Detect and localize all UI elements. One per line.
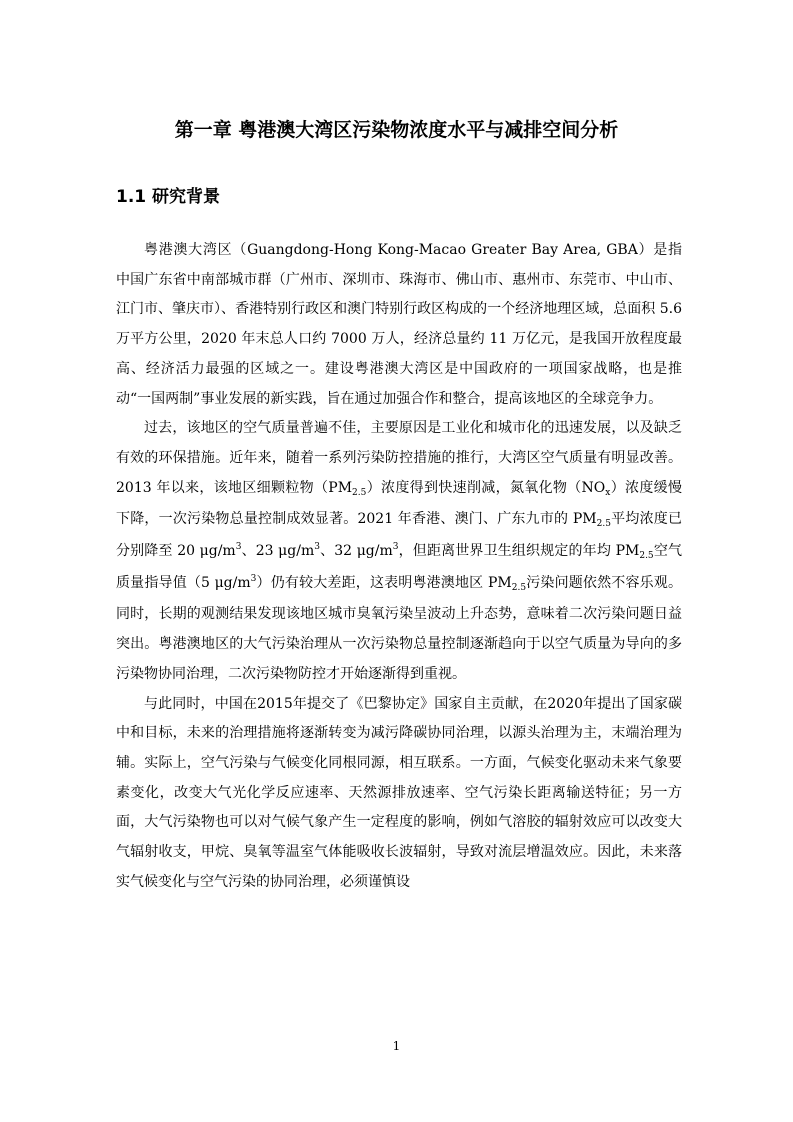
paragraph-2-text: ）浓度缓慢下降，一次污染物总量控制成效显著。2021 年香港、澳门、广东九市的 PM: [116, 479, 682, 528]
superscript: 3: [314, 542, 320, 553]
chapter-title: 第一章 粤港澳大湾区污染物浓度水平与减排空间分析: [174, 119, 619, 141]
paragraph-1: 粤港澳大湾区（Guangdong-Hong Kong-Macao Greater Bay Area, GBA）是指中国广东省中南部城市群（广州市、深圳市、珠海市、佛山市、惠州市、东莞市、中山市、江门市、肇庆市）、香港特别行政区和澳门特别行政区构成的一个经济地理区域，总面积 5.6 万平方公里，2020 年末总人口约 7000 万人，经济总量约 11 万亿元，是我国开放程度最高、经济活力最强的区域之一。建设粤港澳大湾区是中国政府的一项国家战略，也是推动“一国两制”事业发展的新实践，旨在通过加强合作和整合，提高该地区的全球竞争力。: [116, 242, 682, 407]
subscript: x: [605, 487, 611, 498]
subscript: 2.5: [596, 519, 611, 530]
paragraph-3: 与此同时，中国在2015年提交了《巴黎协定》国家自主贡献，在2020年提出了国家碳中和目标，未来的治理措施将逐渐转变为减污降碳协同治理，以源头治理为主，末端治理为辅。实际上，空气污染与气候变化同根同源，相互联系。一方面，气候变化驱动未来气象要素变化，改变大气光化学反应速率、天然源排放速率、空气污染长距离输送特征；另一方面，大气污染物也可以对气候气象产生一定程度的影响，例如气溶胶的辐射效应可以改变大气辐射收支，甲烷、臭氧等温室气体能吸收长波辐射，导致对流层增温效应。因此，未来落实气候变化与空气污染的协同治理，必须谨慎设: [116, 695, 682, 890]
superscript: 3: [250, 573, 257, 584]
subscript: 2.5: [511, 582, 527, 593]
body-text: [116, 236, 682, 897]
paragraph-2-text: ）仍有较大差距，这表明粤港澳地区 PM: [256, 574, 512, 591]
subscript: 2.5: [639, 551, 654, 562]
paragraph-2: [116, 414, 682, 689]
superscript: 3: [392, 542, 399, 553]
paragraph-2-text: ）浓度得到快速削减，氮氧化物（NO: [366, 479, 606, 496]
superscript: 3: [235, 542, 242, 553]
section-title: 1.1 研究背景: [116, 187, 221, 207]
subscript: 2.5: [352, 487, 367, 498]
paragraph-2-text: 过去，该地区的空气质量普遍不佳，主要原因是工业化和城市化的迅速发展，以及缺乏有效的环保措施。近年来，随着一系列污染防控措施的推行，大湾区空气质量有明显改善。2013 年以来，该地区细颗粒物（PM: [116, 420, 682, 496]
page-number: 1: [392, 1039, 401, 1053]
paragraph-2-text: 、23 μg/m: [241, 543, 315, 560]
paragraph-2-text: 空气质量指导值（5 μg/m: [116, 543, 682, 591]
paragraph-2-text: 、32 μg/m: [319, 543, 393, 560]
paragraph-2-text: 平均浓度已分别降至 20 μg/m: [116, 511, 682, 560]
paragraph-2-text: 污染问题依然不容乐观。同时，长期的观测结果发现该地区城市臭氧污染呈波动上升态势，意味着二次污染问题日益突出。粤港澳地区的大气污染治理从一次污染物总量控制逐渐趋向于以空气质量为导向的多污染物协同治理，二次污染物防控才开始逐渐得到重视。: [116, 574, 682, 682]
paragraph-2-text: ，但距离世界卫生组织规定的年均 PM: [398, 543, 640, 560]
